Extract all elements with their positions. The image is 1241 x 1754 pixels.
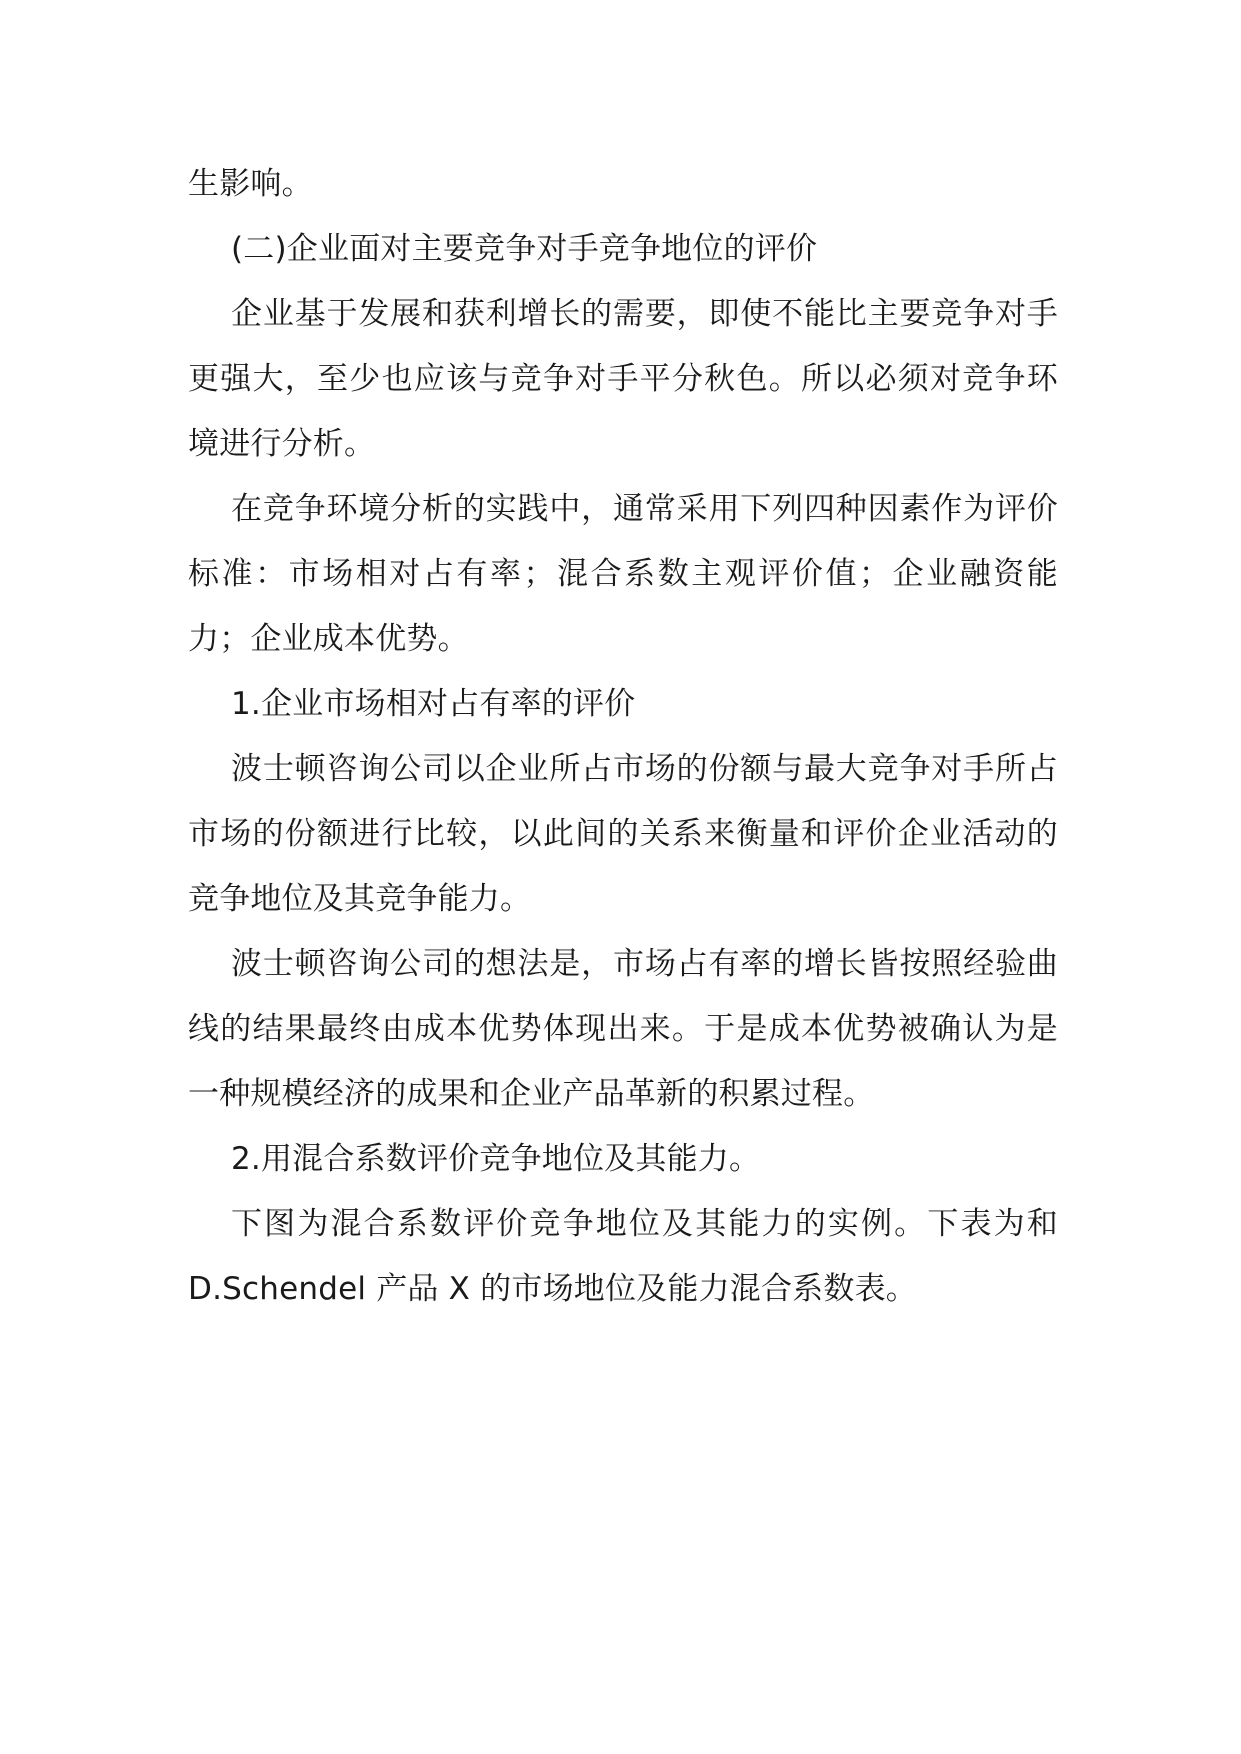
paragraph: 波士顿咨询公司的想法是，市场占有率的增长皆按照经验曲线的结果最终由成本优势体现出来。于是成本优势被确认为是一种规模经济的成果和企业产品革新的积累过程。	[188, 946, 1058, 1112]
subsection-heading: 2.用混合系数评价竞争地位及其能力。	[231, 1141, 761, 1177]
paragraph: 在竞争环境分析的实践中，通常采用下列四种因素作为评价标准：市场相对占有率；混合系数主观评价值；企业融资能力；企业成本优势。	[188, 491, 1058, 657]
subsection-heading: 1.企业市场相对占有率的评价	[231, 686, 636, 722]
section-heading: (二)企业面对主要竞争对手竞争地位的评价	[231, 231, 818, 267]
paragraph-continuation: 生影响。	[188, 166, 313, 202]
paragraph: 下图为混合系数评价竞争地位及其能力的实例。下表为和D.Schendel 产品 X 的市场地位及能力混合系数表。	[188, 1206, 1058, 1307]
paragraph: 企业基于发展和获利增长的需要，即使不能比主要竞争对手更强大，至少也应该与竞争对手平分秋色。所以必须对竞争环境进行分析。	[188, 296, 1058, 462]
document-body	[188, 152, 1058, 1322]
paragraph: 波士顿咨询公司以企业所占市场的份额与最大竞争对手所占市场的份额进行比较，以此间的关系来衡量和评价企业活动的竞争地位及其竞争能力。	[188, 751, 1058, 917]
